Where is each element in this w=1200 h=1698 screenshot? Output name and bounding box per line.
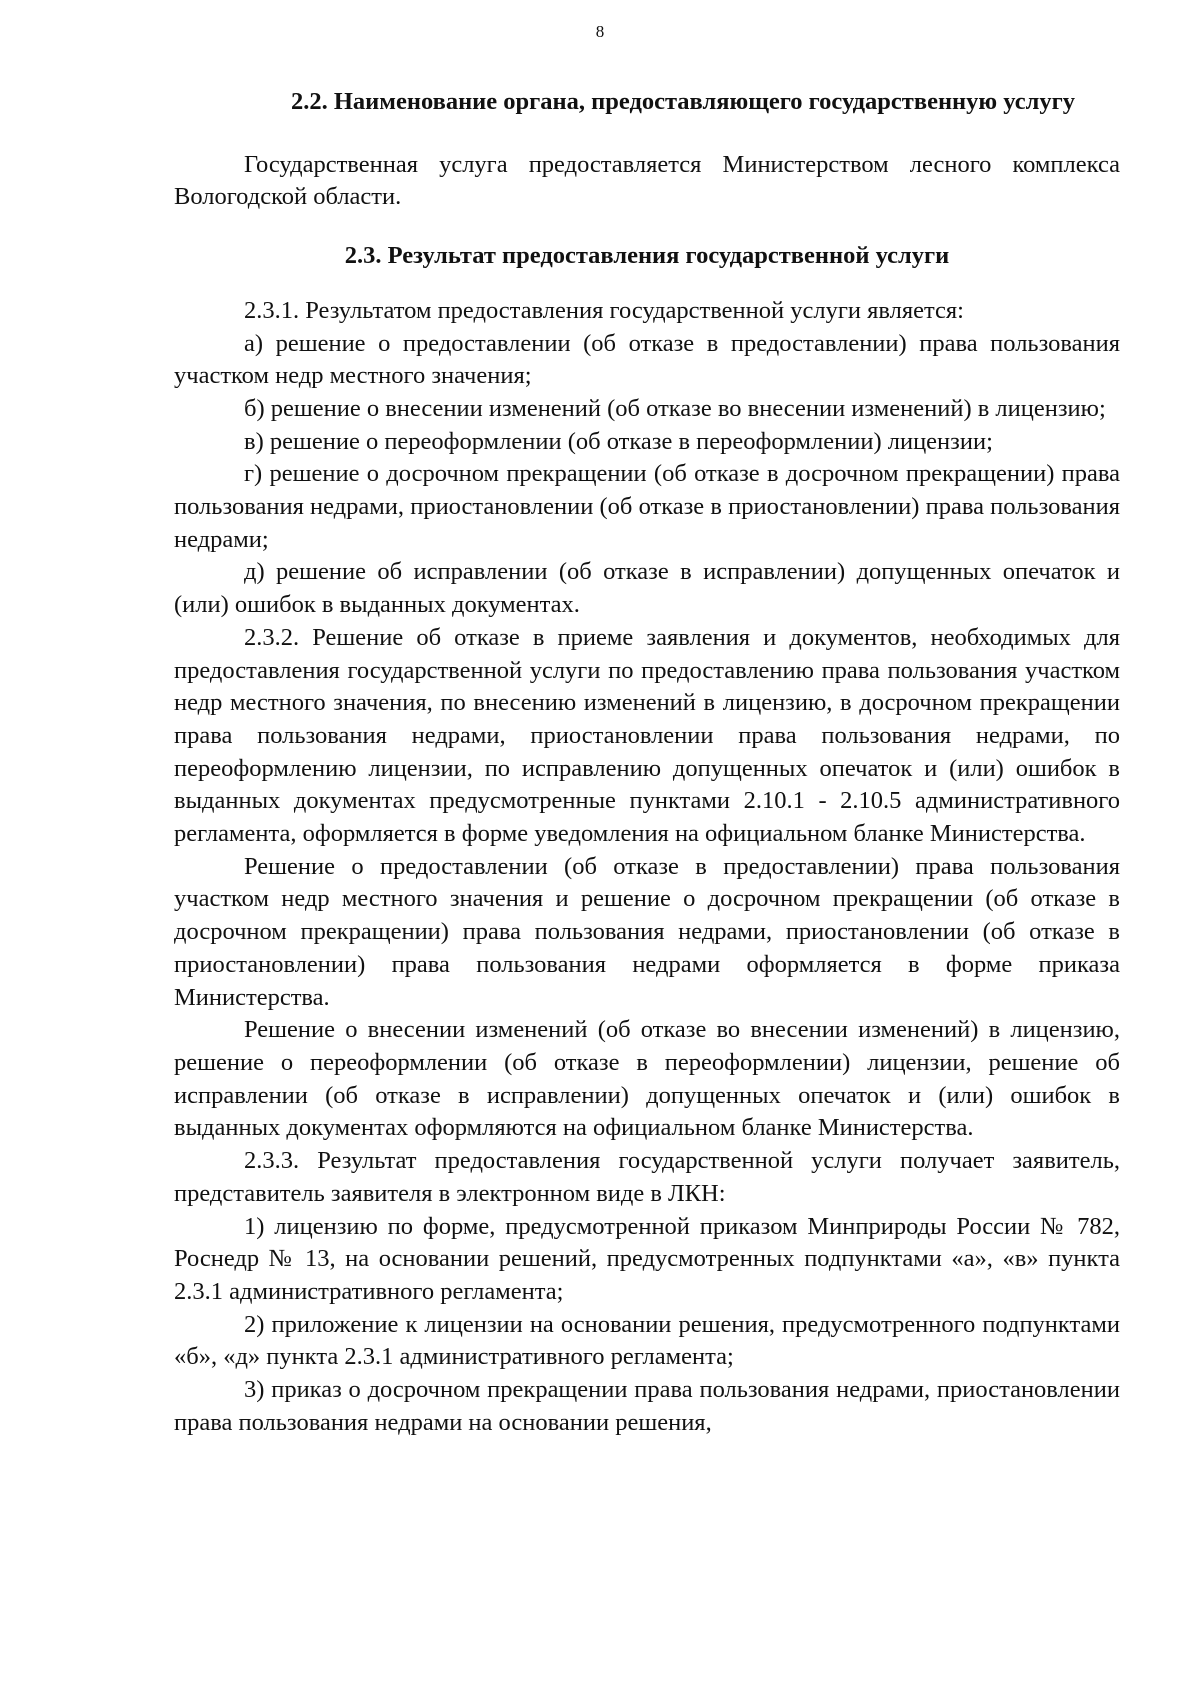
paragraph-2-3-3: 2.3.3. Результат предоставления государственной услуги получает заявитель, представитель заявителя в электронном виде в ЛКН: — [174, 1147, 1120, 1207]
list-item-a: а) решение о предоставлении (об отказе в предоставлении) права пользования участком недр местного значения; — [174, 329, 1120, 390]
list-item-2: 2) приложение к лицензии на основании решения, предусмотренного подпунктами «б», «д» пункта 2.3.1 административного регламента; — [174, 1310, 1120, 1371]
list-item-b: б) решение о внесении изменений (об отказе во внесении изменений) в лицензию; — [244, 394, 1106, 422]
list-item-v: в) решение о переоформлении (об отказе в переоформлении) лицензии; — [244, 427, 993, 455]
document-body — [174, 86, 1120, 1439]
paragraph-decision-blank: Решение о внесении изменений (об отказе во внесении изменений) в лицензию, решение о переоформлении (об отказе в переоформлении) лицензии, решение об исправлении (об отказе в исправлении) допущенных опечаток и (или) ошибок в выданных документах оформляются на официальном бланке Министерства. — [174, 1016, 1120, 1142]
paragraph-decision-order: Решение о предоставлении (об отказе в предоставлении) права пользования участком недр местного значения и решение о досрочном прекращении (об отказе в досрочном прекращении) права пользования недрами, приостановлении (об отказе в приостановлении) права пользования недрами оформляется в форме приказа Министерства. — [174, 852, 1120, 1011]
paragraph-2-3-2: 2.3.2. Решение об отказе в приеме заявления и документов, необходимых для предоставления государственной услуги по предоставлению права пользования участком недр местного значения, по внесению изменений в лицензию, в досрочном прекращении права пользования недрами, приостановлении права пользования недрами, по переоформлению лицензии, по исправлению допущенных опечаток и (или) ошибок в выданных документах предусмотренные пунктами 2.10.1 - 2.10.5 административного регламента, оформляется в форме уведомления на официальном бланке Министерства. — [174, 623, 1120, 848]
section-2-2-paragraph: Государственная услуга предоставляется Министерством лесного комплекса Вологодской области. — [174, 150, 1120, 211]
section-2-3-heading: 2.3. Результат предоставления государственной услуги — [344, 242, 950, 270]
list-item-1: 1) лицензию по форме, предусмотренной приказом Минприроды России № 782, Роснедр № 13, на основании решений, предусмотренных подпунктами «а», «в» пункта 2.3.1 административного регламента; — [174, 1212, 1120, 1305]
section-2-2-heading: 2.2. Наименование органа, предоставляющего государственную услугу — [290, 88, 1076, 115]
list-item-g: г) решение о досрочном прекращении (об отказе в досрочном прекращении) права пользования недрами, приостановлении (об отказе в приостановлении) права пользования недрами; — [174, 460, 1120, 553]
page-number: 8 — [595, 22, 605, 41]
list-item-3: 3) приказ о досрочном прекращении права пользования недрами, приостановлении права пользования недрами на основании решения, — [174, 1376, 1120, 1436]
list-item-d: д) решение об исправлении (об отказе в исправлении) допущенных опечаток и (или) ошибок в выданных документах. — [174, 558, 1120, 619]
paragraph-2-3-1: 2.3.1. Результатом предоставления государственной услуги является: — [244, 296, 964, 324]
